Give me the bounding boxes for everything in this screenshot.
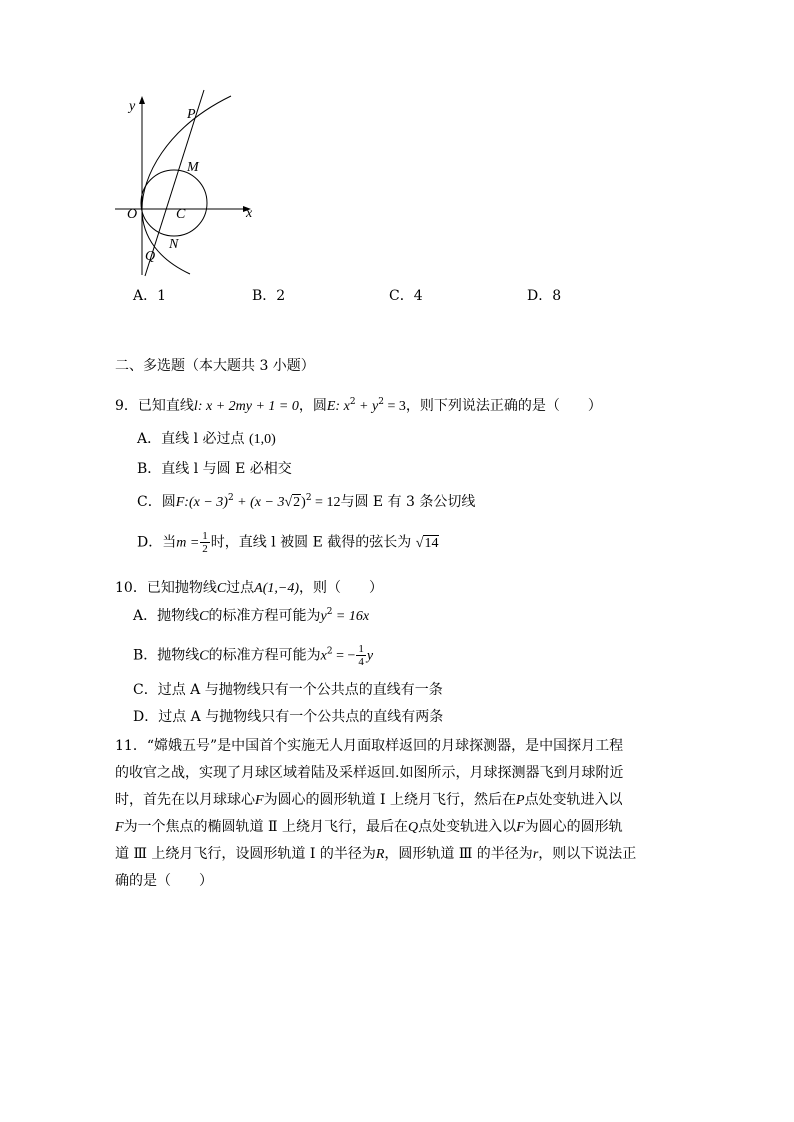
label-O: O [127,207,138,222]
q11-line-5: 道 Ⅲ 上绕月飞行，设圆形轨道 Ⅰ 的半径为R，圆形轨道 Ⅲ 的半径为r，则以下说法正 [115,846,637,862]
label-M: M [187,160,199,175]
label-x: x [246,206,253,221]
q8-option-c: C．4 [389,288,423,304]
q8-option-d: D．8 [527,288,562,304]
q10-option-d: D．过点 A 与抛物线只有一个公共点的直线有两条 [133,709,444,725]
y-axis-arrow [139,96,145,104]
label-C: C [176,207,186,222]
label-Q: Q [145,249,156,264]
label-y: y [129,99,136,114]
parabola-curve [142,96,231,274]
section-title: 二、多选题（本大题共 3 小题） [115,358,315,374]
q8-option-a: A．1 [133,288,167,304]
q9-option-b: B．直线 l 与圆 E 必相交 [137,461,292,477]
q9-option-d: D．当m = $\frac{1}{2}$ 时，直线 l 被圆 E 截得的弦长为 √14 [137,530,439,555]
q11-line-3: 时，首先在以月球球心F为圆心的圆形轨道 Ⅰ 上绕月飞行，然后在P点处变轨进入以 [115,792,623,808]
q10-stem: 10．已知抛物线C过点A(1,−4)，则（ ） [115,580,383,596]
parabola-circle-figure [105,88,275,283]
q11-line-1: 11．“嫦娥五号”是中国首个实施无人月面取样返回的月球探测器，是中国探月工程 [115,738,624,754]
q9-stem: 9．已知直线l: x + 2my + 1 = 0，圆E: $x^2 + y^2 = 3$，则下列说法正确的是（ ） [115,397,602,414]
q10-option-a: A．抛物线C的标准方程可能为$y^2 = 16x$ [133,607,370,624]
q11-line-4: F为一个焦点的椭圆轨道 Ⅱ 上绕月飞行，最后在Q点处变轨进入以F为圆心的圆形轨 [115,819,623,835]
q11-line-2: 的收官之战，实现了月球区域着陆及采样返回.如图所示，月球探测器飞到月球附近 [115,765,624,781]
q10-option-c: C．过点 A 与抛物线只有一个公共点的直线有一条 [133,682,443,698]
label-N: N [169,237,179,252]
q11-line-6: 确的是（ ） [115,873,213,889]
q9-option-a: A．直线 l 必过点 (1,0) [137,431,276,447]
q8-option-b: B．2 [252,288,286,304]
label-P: P [187,107,196,122]
circle-C [141,170,207,236]
q10-option-b: B．抛物线C的标准方程可能为$x^2$ = − $\frac{1}{4}$ y [133,643,374,668]
q9-option-c: C．圆F:(x − $3)^2 + (x - 3√2)^2 = 12$与圆 E 有 3 条公切线 [137,493,476,510]
